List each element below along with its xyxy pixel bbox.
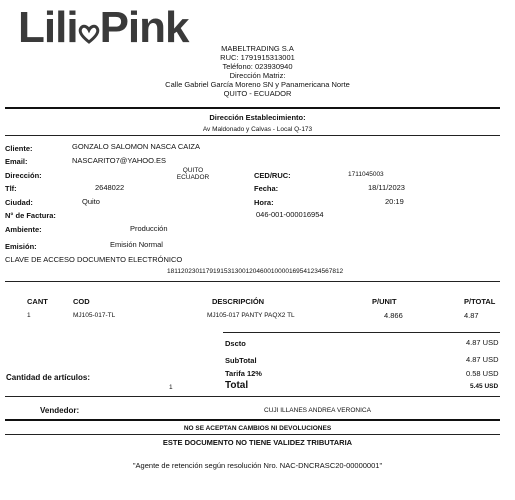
logo-text-left: Lili [18,3,78,52]
logo-text-right: Pink [99,3,189,52]
divider [223,332,500,333]
ciudad-label: Ciudad: [5,198,33,207]
fecha-label: Fecha: [254,184,279,193]
row-cant: 1 [27,312,31,319]
hora-value: 20:19 [385,197,404,206]
divider [5,434,500,435]
cedruc-label: CED/RUC: [254,171,291,180]
row-punit: 4.866 [384,311,403,320]
ciudad-value: Quito [82,197,100,206]
email-label: Email: [5,157,28,166]
tarifa-label: Tarifa 12% [225,369,262,378]
header-desc: DESCRIPCIÓN [212,297,265,306]
establishment-address: Av Maldonado y Calvas - Local Q-173 [202,126,313,133]
articulos-value: 1 [169,384,173,391]
emision-value: Emisión Normal [110,240,163,249]
ambiente-label: Ambiente: [5,225,42,234]
header-ptotal: P/TOTAL [464,297,496,306]
header-cod: COD [73,297,90,306]
clave-label: CLAVE DE ACCESO DOCUMENTO ELECTRÓNICO [5,255,183,264]
direccion-value-1: QUITO [182,167,204,174]
divider [5,419,500,421]
direccion-value-2: ECUADOR [176,174,210,181]
tarifa-value: 0.58 USD [466,369,499,378]
hora-label: Hora: [254,198,274,207]
company-address: Calle Gabriel García Moreno SN y Panamericana Norte [165,80,350,89]
header-cant: CANT [27,297,48,306]
emision-label: Emisión: [5,242,37,251]
dscto-label: Dscto [225,339,246,348]
company-phone: Teléfono: 023930940 [222,62,293,71]
row-ptotal: 4.87 [464,311,479,320]
tlf-value: 2648022 [95,183,125,192]
establishment-label: Dirección Establecimiento: [209,113,306,122]
no-cambios-notice: NO SE ACEPTAN CAMBIOS NI DEVOLUCIONES [183,425,332,432]
cliente-label: Cliente: [5,144,33,153]
header-punit: P/UNIT [372,297,397,306]
vendedor-value: CUJI ILLANES ANDREA VERONICA [264,407,371,414]
matrix-label: Dirección Matriz: [229,71,286,80]
divider [5,135,500,136]
clave-value: 1811202301179191531300120460010000169541234567812 [167,268,344,275]
company-city: QUITO - ECUADOR [223,89,292,98]
email-value: NASCARITO7@YAHOO.ES [72,156,167,165]
company-ruc: RUC: 1791915313001 [220,53,295,62]
vendedor-label: Vendedor: [40,406,80,415]
row-desc: MJ105-017 PANTY PAQX2 TL [207,312,295,319]
articulos-label: Cantidad de artículos: [6,373,91,382]
divider [5,281,500,282]
subtotal-label: SubTotal [225,356,257,365]
ambiente-value: Producción [130,224,168,233]
factura-value: 046-001-000016954 [256,210,324,219]
total-value: 5.45 USD [470,383,499,390]
total-label: Total [225,380,249,391]
dscto-value: 4.87 USD [466,338,499,347]
fecha-value: 18/11/2023 [368,183,405,192]
agente-notice: "Agente de retención según resolución Nro. NAC-DNCRASC20-00000001" [132,461,383,470]
divider [5,396,500,397]
no-validez-notice: ESTE DOCUMENTO NO TIENE VALIDEZ TRIBUTARIA [162,438,353,447]
company-name: MABELTRADING S.A [221,44,294,53]
factura-label: N° de Factura: [5,211,56,220]
divider [5,107,500,109]
row-cod: MJ105-017-TL [73,312,116,319]
cliente-value: GONZALO SALOMON NASCA CAIZA [72,142,200,151]
direccion-label: Dirección: [5,171,42,180]
cedruc-value: 1711045003 [348,171,384,178]
subtotal-value: 4.87 USD [466,355,499,364]
tlf-label: Tlf: [5,184,17,193]
